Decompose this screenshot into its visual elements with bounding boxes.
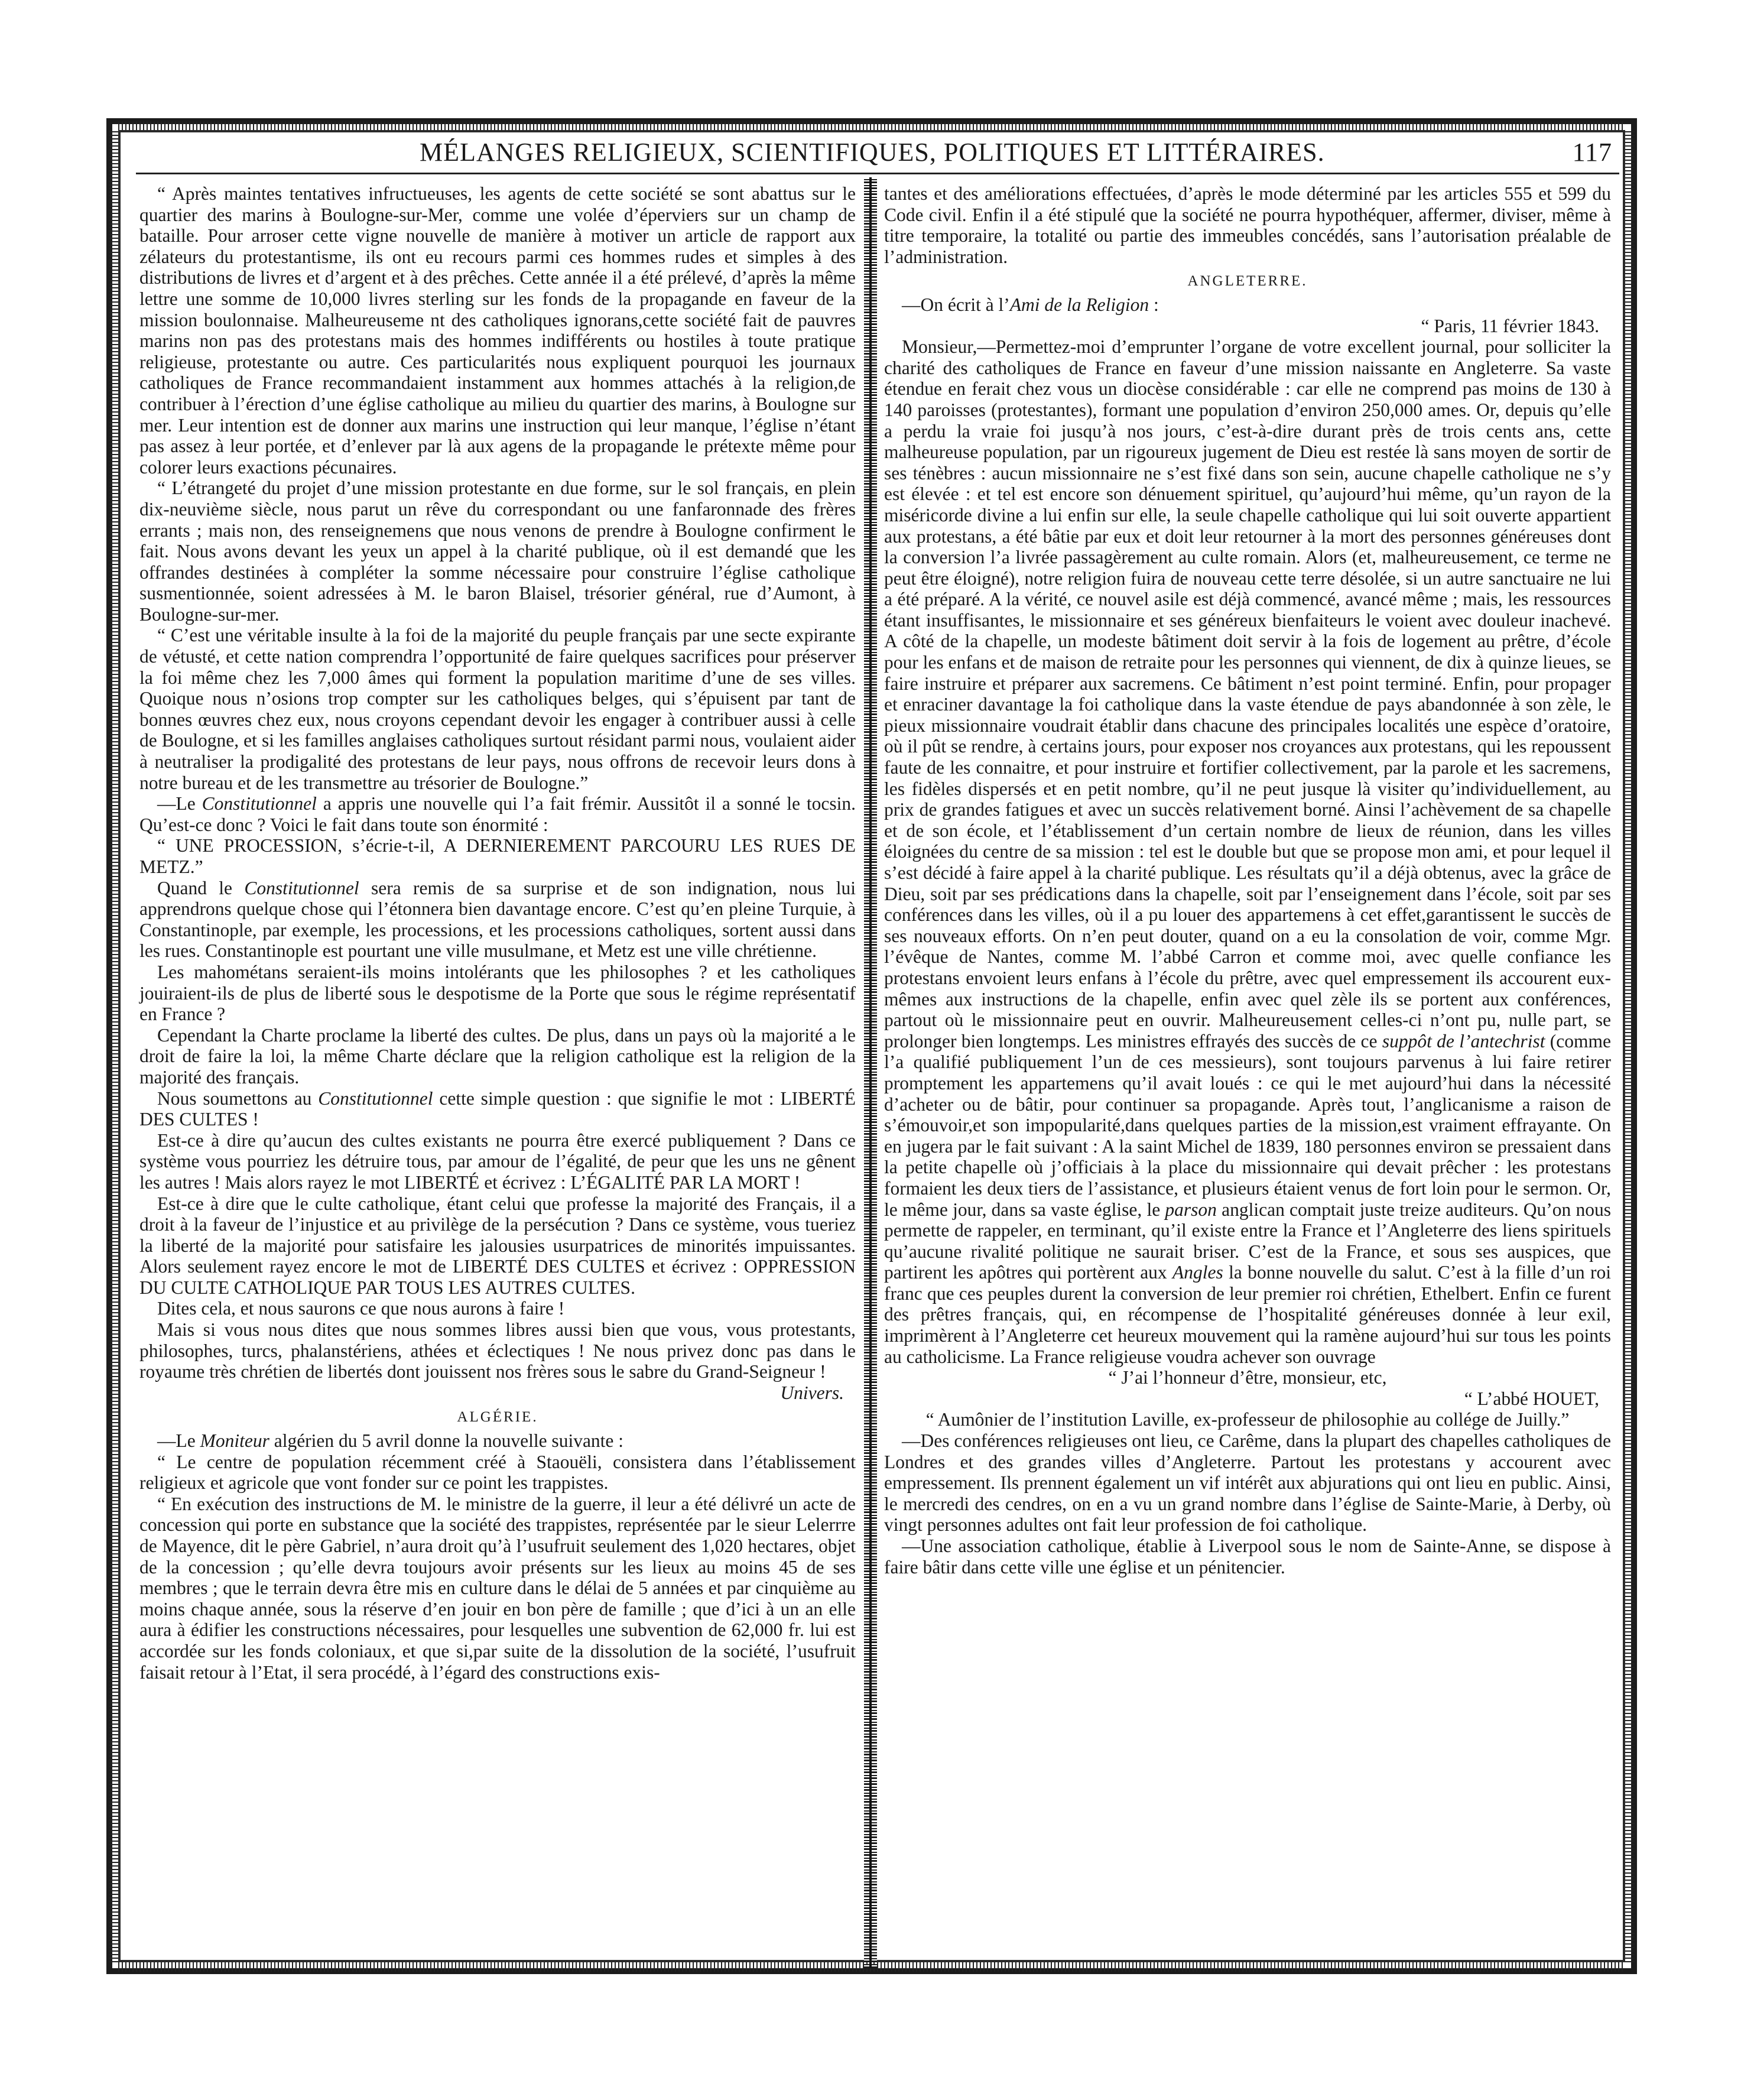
paragraph: [139, 1088, 856, 1130]
text-run: sera remis de sa surprise et de son indignation, nous lui apprendrons quelque chose qui l’étonnera bien davantage encore. C’est qu’en pleine Turquie, à Constantinople, par exemple, les processions, et les processions catholiques, sortent aussi dans les rues. Constantinople est pourtant une ville musulmane, et Metz est une ville chrétienne.: [139, 877, 856, 962]
right-column: [884, 183, 1611, 1578]
journal-name: Constitutionnel: [318, 1088, 433, 1109]
text-run: —Le: [157, 793, 202, 814]
letter-signature: “ L’abbé HOUET,: [1464, 1388, 1599, 1409]
paragraph: Les mahométans seraient-ils moins intolérants que les philosophes ? et les catholiques jouiraient-ils de plus de liberté sous le despotisme de la Porte que sous le régime représentatif en France ?: [139, 961, 856, 1025]
section-heading-algerie: ALGÉRIE.: [457, 1409, 538, 1426]
paragraph: Est-ce à dire qu’aucun des cultes existants ne pourra être exercé publiquement ? Dans ce système vous pourriez les détruire tous, par amour de l’égalité, de peur que les uns ne gênent les autres ! Mais alors rayez le mot LIBERTÉ et écrivez : L’ÉGALITÉ PAR LA MORT !: [139, 1129, 856, 1193]
paragraph: —Une association catholique, établie à Liverpool sous le nom de Sainte-Anne, se dispose à faire bâtir dans cette ville une église et un pénitencier.: [884, 1536, 1611, 1578]
paragraph: Cependant la Charte proclame la liberté des cultes. De plus, dans un pays où la majorité a le droit de faire la loi, la même Charte déclare que la religion catholique est la religion de la majorité des français.: [139, 1024, 856, 1088]
source-attribution: Univers.: [780, 1382, 844, 1403]
text-run: algérien du 5 avril donne la nouvelle suivante :: [269, 1430, 624, 1452]
text-run: Monsieur,—Permettez-moi d’emprunter l’organe de votre excellent journal, pour solliciter la charité des catholiques de France en faveur d’une mission naissante en Angleterre. Sa vaste étendue en ferait chez vous un diocèse considérable : car elle ne comprend pas moins de 130 à 140 paroisses (protestantes), formant une population d’environ 250,000 ames. Or, depuis qu’elle a perdu la vraie foi jusqu’à nos jours, c’est-à-dire durant près de trois cents ans, cette malheureuse population, par un rigoureux jugement de Dieu est restée là sans moyen de sortir de ses ténèbres : aucun missionnaire ne s’est fixé dans son sein, aucune chapelle catholique ne s’y est élevée : et tel est encore son dénuement spirituel, qu’aujourd’hui même, qu’un rayon de la miséricorde divine a lui enfin sur elle, la seule chapelle catholique qui lui soit ouverte appartient aux protestans, a été bâtie par eux et doit leur retourner à la mort des personnes généreuses dont la conversion l’a livrée passagèrement au culte romain. Alors (et, malheureusement, ce terme ne peut être éloigné), notre religion fuira de nouveau cette terre désolée, si un autre sanctuaire ne lui a été préparé. A la vérité, ce nouvel asile est déjà commencé, avancé même ; mais, les ressources étant insuffisantes, le missionnaire et ses généreux bienfaiteurs le voient avec douleur inachevé. A côté de la chapelle, un modeste bâtiment doit servir à la fois de logement au prêtre, d’école pour les enfans et de maison de retraite pour les personnes qui viennent, de dix à quinze lieues, se faire instruire et préparer aux sacremens. Ce bâtiment n’est point terminé. Enfin, pour propager et enraciner davantage la foi catholique dans la vaste étendue de pays abandonnée à son zèle, le pieux missionnaire voudrait établir dans chacune des principales localités une espèce d’oratoire, où il pût se rendre, à certains jours, pour exposer nos croyances aux protestans, qui les repoussent faute de les connaitre, et pour instruire et fortifier collectivement, par la parole et les sacremens, les fidèles dispersés et en petit nombre, qu’il ne peut jusque là visiter qu’individuellement, au prix de grandes fatigues et avec un succès relativement borné. Ainsi l’achèvement de sa chapelle et de son école, et l’établissement d’un certain nombre de lieux de réunion, dans les villes éloignées du centre de sa mission : tel est le double but que se propose mon ami, et pour lequel il s’est décidé à faire appel à la charité publique. Les résultats qu’il a déjà obtenus, avec la grâce de Dieu, soit par ses prédications dans la chapelle, soit par l’enseignement dans l’école, soit par ses conférences dans les villes, où il a pu louer des appartemens à cet effet,garantissent le succès de ses nouveaux efforts. On n’en peut douter, quand on a eu la consolation de voir, comme Mgr. l’évêque de Nantes, comme M. l’abbé Carron et comme moi, avec quelle confiance les protestans envoient leurs enfans à l’école du prêtre, avec quel empressement ils accourent eux-mêmes aux instructions de la chapelle, enfin avec quel zèle ils se portent aux conférences, partout où le missionnaire peut en ouvrir. Malheureusement celles-ci n’ont pu, nulle part, se prolonger bien longtemps. Les ministres effrayés des succès de ce: [884, 336, 1611, 1051]
paragraph: “ L’étrangeté du projet d’une mission protestante en due forme, sur le sol français, en plein dix-neuvième siècle, nous parut un rêve du correspondant ou une fanfaronnade des frères errants ; mais non, des renseignemens que nous venons de prendre à Boulogne confirment le fait. Nous avons devant les yeux un appel à la charité publique, où il est demandé que les offrandes destinées à compléter la somme nécessaire pour construire l’église catholique susmentionnée, soient adressées à M. le baron Blaisel, trésorier général, rue d’Aumont, à Boulogne-sur-mer.: [139, 478, 856, 625]
quotation: “ UNE PROCESSION, s’écrie-t-il, A DERNIEREMENT PARCOURU LES RUES DE METZ.”: [139, 835, 856, 877]
journal-name: Constitutionnel: [202, 793, 317, 814]
signature-title: “ Aumônier de l’institution Laville, ex-professeur de philosophie au collége de Juilly.”: [925, 1409, 1570, 1430]
paragraph: tantes et des améliorations effectuées, d’après le mode déterminé par les articles 555 et 599 du Code civil. Enfin il a été stipulé que la société ne pourra hypothéquer, affermer, diviser, même à titre temporaire, la totalité ou partie des immeubles concédés, sans l’autorisation préalable de l’administration.: [884, 183, 1611, 267]
letter-body: [884, 336, 1611, 1367]
text-run: la bonne nouvelle du salut. C’est à la fille d’un roi franc que ces peuples durent la conversion de leur premier roi chrétien, Ethelbert. Enfin ce furent des prêtres français, qui, en récompense de l’hospitalité généreuses donnée à leur exil, imprimèrent à l’Angleterre cet heureux mouvement qui la ramène aujourd’hui sur tous les points au catholicisme. La France religieuse voudra achever son ouvrage: [884, 1262, 1611, 1367]
text-run: —On écrit à l’: [902, 294, 1010, 315]
letter-dateline: “ Paris, 11 février 1843.: [1421, 315, 1599, 336]
journal-name: Constitutionnel: [244, 877, 359, 898]
paragraph: “ Le centre de population récemment créé à Staouëli, consistera dans l’établissement religieux et agricole que vont fonder sur ce point les trappistes.: [139, 1451, 856, 1494]
paragraph: “ C’est une véritable insulte à la foi de la majorité du peuple français par une secte expirante de vétusté, et cette nation comprendra l’opportunité de faire quelques sacrifices pour préserver la foi même chez les 7,000 âmes qui forment la population maritime d’une de ses villes. Quoique nous n’osions trop compter sur les catholiques belges, qui s’épuisent par tant de bonnes œuvres chez eux, nous croyons cependant devoir les engager à contribuer aussi à celle de Boulogne, et si les familles anglaises catholiques surtout résidant parmi nous, voulaient aider à neutraliser la prodigalité des protestans de leur pays, nous offrons de recevoir leurs dons à notre bureau et de les transmettre au trésorier de Boulogne.”: [139, 625, 856, 793]
paragraph: “ Après maintes tentatives infructueuses, les agents de cette société se sont abattus sur le quartier des marins à Boulogne-sur-Mer, comme une volée d’éperviers sur un champ de bataille. Pour arroser cette vigne nouvelle de manière à motiver un article de rapport aux zélateurs du protestantisme, ils ont eu recours parmi ces hommes rudes et simples à des distributions de livres et d’argent et à des prêches. Cette année il a été prélevé, d’après la même lettre une somme de 10,000 livres sterling sur les fonds de la propagande en faveur de la mission boulonnaise. Malheureuseme nt des catholiques ignorans,cette société fait de pauvres marins non pas des protestans mais des hommes indifférents ou hostiles à toute pratique religieuse, protestante ou autre. Ces particularités nous expliquent pourquoi les journaux catholiques de France recommandaient instamment aux hommes attachés à la religion,de contribuer à l’érection d’une église catholique au milieu du quartier des marins, à Boulogne sur mer. Leur intention est de donner aux marins une instruction qui leur manque, l’église n’étant pas assez à leur portée, et d’enlever par là aux agens de la propagande le prétexte même pour colorer leurs exactions pécunaires.: [139, 183, 856, 478]
left-column: [139, 183, 856, 1683]
paragraph: —Des conférences religieuses ont lieu, ce Carême, dans la plupart des chapelles catholiques de Londres et des grandes villes d’Angleterre. Partout les protestans y accourent avec empressement. Ils prennent également un vif intérêt aux abjurations qui ont lieu en public. Ainsi, le mercredi des cendres, on en a vu un grand nombre dans l’église de Sainte-Marie, à Derby, où vingt personnes adultes ont fait leur profession de foi catholique.: [884, 1430, 1611, 1536]
paragraph: Dites cela, et nous saurons ce que nous aurons à faire !: [157, 1298, 565, 1319]
text-run: anglican comptait juste treize auditeurs. Qu’on nous permette de rappeler, en terminant, qu’il existe entre la France et l’Angleterre des liens spirituels qu’aucune rivalité politique ne saurait briser. C’est de la France, et sous ses auspices, que partirent les apôtres qui portèrent aux: [884, 1199, 1611, 1283]
paragraph: [884, 294, 1611, 316]
letter-closing: “ J’ai l’honneur d’être, monsieur, etc,: [1108, 1367, 1387, 1388]
text-run: :: [1149, 294, 1159, 315]
header-rule: [136, 173, 1619, 174]
border-hatching-right: [1625, 130, 1635, 1962]
running-title: MÉLANGES RELIGIEUX, SCIENTIFIQUES, POLITIQUES ET LITTÉRAIRES.: [420, 138, 1325, 167]
running-head: [136, 137, 1619, 173]
italic-phrase: Angles: [1172, 1262, 1223, 1283]
italic-phrase: suppôt de l’antechrist: [1382, 1030, 1545, 1051]
paragraph: Mais si vous nous dites que nous sommes libres aussi bien que vous, vous protestants, philosophes, turcs, phalanstériens, athées et éclectiques ! Ne nous privez donc pas dans le royaume très chrétien de libertés dont jouissent nos frères sous le sabre du Grand-Seigneur !: [139, 1319, 856, 1382]
text-run: cette simple question : que signifie le mot : LIBERTÉ DES CULTES !: [139, 1088, 856, 1130]
text-run: (comme l’a qualifié publiquement l’un de ces messieurs), sont toujours parvenus à lui faire retirer promptement les appartemens qu’il avait loués : ce qui le met aujourd’hui dans la nécessité d’acheter ou de bâtir, pour continuer sa propagande. Après tout, l’anglicanisme a raison de s’émouvoir,et son impopularité,dans quelques parties de la mission,est vraiment effrayante. On en jugera par le fait suivant : A la saint Michel de 1839, 180 personnes environ se pressaient dans la petite chapelle où j’officiais à la place du missionnaire qui devait prêcher : les protestans formaient les deux tiers de l’assistance, et plusieurs étaient venus de fort loin pour le sermon. Or, le même jour, dans sa vaste église, le: [884, 1030, 1611, 1220]
paragraph: [139, 878, 856, 962]
text-run: —Le: [157, 1430, 200, 1452]
section-heading-angleterre: ANGLETERRE.: [1187, 273, 1308, 290]
paragraph: Est-ce à dire que le culte catholique, étant celui que professe la majorité des Français, il a droit à la faveur de l’injustice et au privilège de la persécution ? Dans ce système, vous tueriez la liberté de la majorité pour satisfaire les jalousies usurpatrices de minorités impuissantes. Alors seulement rayez encore le mot de LIBERTÉ DES CULTES et écrivez : OPPRESSION DU CULTE CATHOLIQUE PAR TOUS LES AUTRES CULTES.: [139, 1193, 856, 1298]
paragraph: “ En exécution des instructions de M. le ministre de la guerre, il leur a été délivré un acte de concession qui porte en substance que la société des trappistes, représentée par le sieur Lelerrre de Mayence, dit le père Gabriel, n’aura droit qu’à l’usufruit seulement des 1,020 hectares, objet de la concession ; qu’elle devra toujours avoir présents sur les lieux au moins 45 de ses membres ; que le terrain devra être mis en culture dans le délai de 5 années et par cinquième au moins chaque année, sous la réserve d’en jouir en bon père de famille ; que d’ici à un an elle aura à édifier les constructions nécessaires, pour lesquelles une subvention de 62,000 fr. lui est accordée sur les fonds coloniaux, et que si,par suite de la dissolution de la société, l’usufruit faisait retour à l’Etat, il sera procédé, à l’égard des constructions exis-: [139, 1493, 856, 1683]
border-hatching-left: [109, 130, 119, 1962]
journal-name: Ami de la Religion: [1009, 294, 1149, 315]
text-run: a appris une nouvelle qui l’a fait frémir. Aussitôt il a sonné le tocsin. Qu’est-ce donc ? Voici le fait dans toute son énormité :: [139, 793, 856, 835]
italic-phrase: parson: [1165, 1199, 1217, 1220]
text-run: Nous soumettons au: [157, 1088, 319, 1109]
paragraph: [139, 793, 856, 835]
text-run: Quand le: [157, 877, 245, 898]
column-divider: [864, 177, 877, 1968]
journal-name: Moniteur: [200, 1430, 269, 1452]
paragraph: [139, 1430, 856, 1452]
page-number: 117: [1572, 138, 1612, 167]
